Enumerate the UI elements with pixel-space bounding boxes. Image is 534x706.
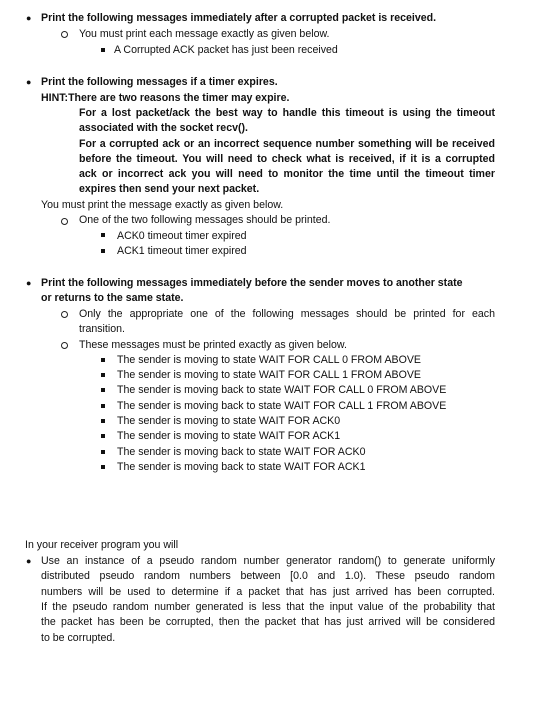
section4-intro: In your receiver program you will (25, 539, 179, 551)
section2-note: You must print the message exactly as given below. (41, 199, 284, 211)
list-item: ACK1 timeout timer expired (117, 245, 247, 257)
para-line: to be corrupted. (41, 632, 116, 644)
section2-hint: HINT:There are two reasons the timer may expire. (41, 92, 290, 104)
section2-heading: Print the following messages if a timer expires. (41, 76, 278, 88)
section3-heading: Print the following messages immediately before the sender moves to another state (41, 277, 463, 289)
square-bullet-icon (101, 373, 105, 377)
circle-bullet-icon (61, 31, 68, 38)
bullet-icon: ● (26, 77, 32, 87)
section3-heading: or returns to the same state. (41, 292, 184, 304)
para-line: distributed pseudo random numbers between [0.0 and 1.0). These pseudo random (41, 570, 495, 582)
section2-sub: One of the two following messages should be printed. (79, 214, 331, 226)
circle-bullet-icon (61, 218, 68, 225)
square-bullet-icon (101, 388, 105, 392)
para-line: expires then send your next packet. (79, 183, 260, 195)
para-line: numbers will be used to determine if a packet that has just arrived has been corrupted. (41, 586, 495, 598)
list-item: A Corrupted ACK packet has just been received (114, 44, 338, 56)
list-item: The sender is moving back to state WAIT FOR ACK1 (117, 461, 366, 473)
section1-heading: Print the following messages immediately after a corrupted packet is received. (41, 12, 437, 24)
square-bullet-icon (101, 450, 105, 454)
section3-sub: These messages must be printed exactly as given below. (79, 339, 347, 351)
bullet-icon: ● (26, 556, 32, 566)
list-item: The sender is moving to state WAIT FOR CALL 1 FROM ABOVE (117, 369, 421, 381)
para-line: For a lost packet/ack the best way to handle this timeout is using the timeout (79, 107, 495, 119)
square-bullet-icon (101, 434, 105, 438)
square-bullet-icon (101, 358, 105, 362)
square-bullet-icon (101, 233, 105, 237)
para-line: before the timeout. You will need to check what is received, if it is a corrupted (79, 153, 495, 165)
square-bullet-icon (101, 249, 105, 253)
section3-sub: Only the appropriate one of the following messages should be printed for each (79, 308, 495, 320)
para-line: ack or incorrect ack you will need to monitor the time until the timeout timer (79, 168, 495, 180)
circle-bullet-icon (61, 311, 68, 318)
square-bullet-icon (101, 48, 105, 52)
list-item: The sender is moving back to state WAIT FOR CALL 1 FROM ABOVE (117, 400, 447, 412)
section3-sub: transition. (79, 323, 125, 335)
square-bullet-icon (101, 419, 105, 423)
para-line: Use an instance of a pseudo random number generator random() to generate uniformly (41, 555, 495, 567)
list-item: The sender is moving to state WAIT FOR CALL 0 FROM ABOVE (117, 354, 421, 366)
para-line: For a corrupted ack or an incorrect sequence number something will be received (79, 138, 495, 150)
list-item: The sender is moving back to state WAIT FOR CALL 0 FROM ABOVE (117, 384, 447, 396)
bullet-icon: ● (26, 13, 32, 23)
para-line: If the pseudo random number generated is less that the input value of the probability that (41, 601, 495, 613)
square-bullet-icon (101, 404, 105, 408)
list-item: ACK0 timeout timer expired (117, 230, 247, 242)
square-bullet-icon (101, 465, 105, 469)
para-line: the packet has been be corrupted, then the packet that has just arrived will be considered (41, 616, 495, 628)
bullet-icon: ● (26, 278, 32, 288)
circle-bullet-icon (61, 342, 68, 349)
section1-sub: You must print each message exactly as given below. (79, 28, 330, 40)
list-item: The sender is moving to state WAIT FOR ACK0 (117, 415, 341, 427)
list-item: The sender is moving back to state WAIT FOR ACK0 (117, 446, 366, 458)
para-line: associated with the socket recv(). (79, 122, 248, 134)
list-item: The sender is moving to state WAIT FOR ACK1 (117, 430, 341, 442)
